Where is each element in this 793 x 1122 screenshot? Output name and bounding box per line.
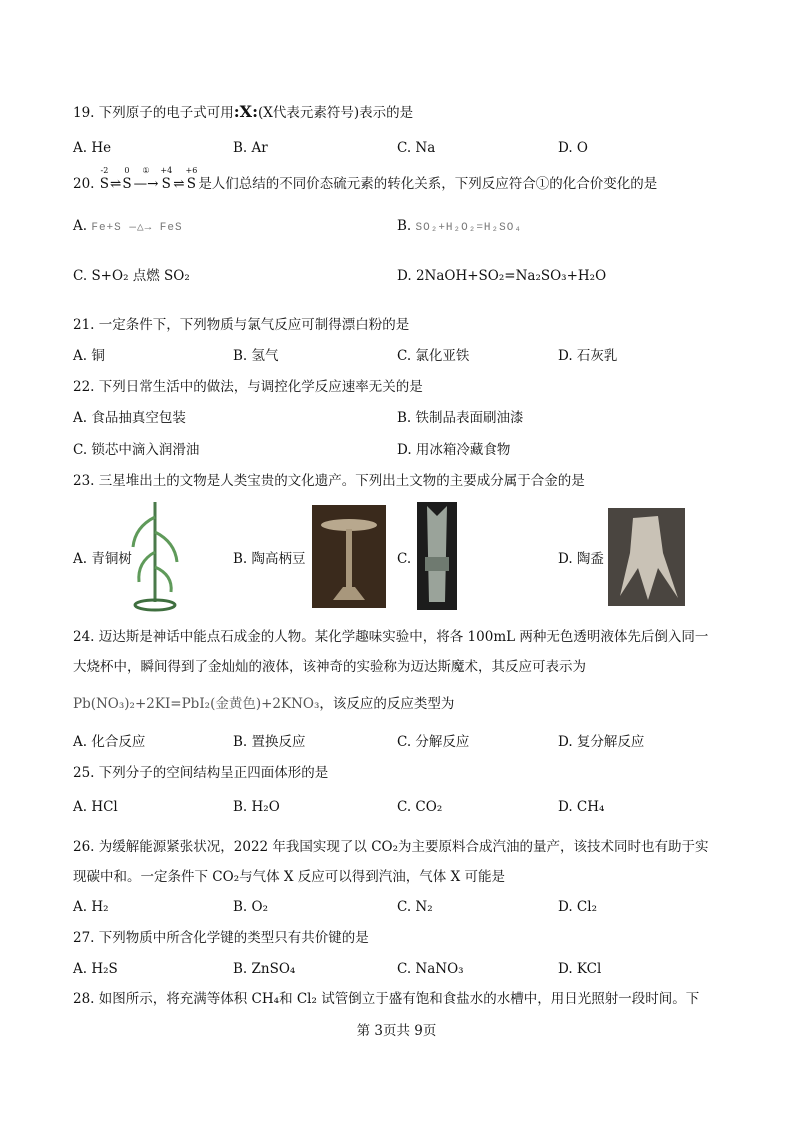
- q24-equation: Pb(NO₃)₂+2KI=PbI₂(金黄色)+2KNO₃: [73, 696, 320, 712]
- q26-option-a: A. H₂: [73, 899, 109, 915]
- q25-option-d: D. CH₄: [558, 799, 605, 815]
- q23-stem: 23. 三星堆出土的文物是人类宝贵的文化遗产。下列出土文物的主要成分属于合金的是: [73, 473, 585, 489]
- q27-option-c: C. NaNO₃: [397, 961, 464, 977]
- bronze-tree-image: [125, 497, 183, 613]
- q22-option-c: C. 锁芯中滴入润滑油: [73, 442, 200, 458]
- sulfur-valence-0: 0 S: [122, 166, 132, 192]
- q19-option-a: A. He: [73, 140, 112, 156]
- q27-option-b: B. ZnSO₄: [233, 961, 296, 977]
- q23-option-b: B. 陶高柄豆: [233, 551, 306, 567]
- q21-option-b: B. 氢气: [233, 348, 279, 364]
- q24-stem-line3: Pb(NO₃)₂+2KI=PbI₂(金黄色)+2KNO₃，该反应的反应类型为: [73, 696, 455, 712]
- q22-option-a: A. 食品抽真空包装: [73, 410, 186, 426]
- pottery-he-image: [608, 508, 685, 606]
- q23-option-d: D. 陶盉: [558, 551, 604, 567]
- q26-option-d: D. Cl₂: [558, 899, 597, 915]
- q26-stem-line1: 26. 为缓解能源紧张状况，2022 年我国实现了以 CO₂为主要原料合成汽油的量产，该技术同时也有助于实: [73, 839, 709, 855]
- q24-stem-line1: 24. 迈达斯是神话中能点石成金的人物。某化学趣味实验中，将各 100mL 两种无色透明液体先后倒入同一: [73, 629, 709, 645]
- q25-option-b: B. H₂O: [233, 799, 280, 815]
- q19-option-b: B. Ar: [233, 140, 268, 156]
- q21-option-c: C. 氯化亚铁: [397, 348, 470, 364]
- arrow-1: ① —→: [133, 166, 159, 192]
- q20-option-c: C. S+O₂ 点燃 SO₂: [73, 268, 190, 284]
- q25-option-a: A. HCl: [73, 799, 118, 815]
- q27-option-d: D. KCl: [558, 961, 602, 977]
- bronze-artifact-image: [417, 502, 457, 610]
- q28-stem: 28. 如图所示，将充满等体积 CH₄和 Cl₂ 试管倒立于盛有饱和食盐水的水槽中，用日光照射一段时间。下: [73, 991, 700, 1007]
- q24-option-a: A. 化合反应: [73, 734, 146, 750]
- q20-stem: 20. -2 S ⇌ 0 S ① —→ +4 S ⇌ +6 S 是人们总结的不同价态硫元素的转化关系，下列反应符合①的化合价变化的是: [73, 166, 658, 192]
- q23-option-c: C.: [397, 551, 412, 567]
- q24-option-b: B. 置换反应: [233, 734, 306, 750]
- q27-stem: 27. 下列物质中所含化学键的类型只有共价键的是: [73, 930, 369, 946]
- q26-stem-line2: 现碳中和。一定条件下 CO₂与气体 X 反应可以得到汽油，气体 X 可能是: [73, 869, 505, 885]
- page-footer: 第 3页共 9页: [356, 1023, 437, 1039]
- q25-option-c: C. CO₂: [397, 799, 443, 815]
- q22-option-b: B. 铁制品表面刷油漆: [397, 410, 524, 426]
- q27-option-a: A. H₂S: [73, 961, 118, 977]
- q20-option-a: A. Fe+S —△→ FeS: [73, 218, 183, 234]
- q25-stem: 25. 下列分子的空间结构呈正四面体形的是: [73, 765, 329, 781]
- q19-option-d: D. O: [558, 140, 588, 156]
- pottery-stem-dish-image: [312, 505, 386, 608]
- q20-option-b: B. SO₂+H₂O₂=H₂SO₄: [397, 218, 522, 234]
- q23-option-a: A. 青铜树: [73, 551, 132, 567]
- electron-dot-formula: :X:: [233, 102, 258, 121]
- q21-option-d: D. 石灰乳: [558, 348, 618, 364]
- sulfur-valence-4: +4 S: [160, 166, 173, 192]
- q21-option-a: A. 铜: [73, 348, 105, 364]
- q24-stem-line2: 大烧杯中，瞬间得到了金灿灿的液体，该神奇的实验称为迈达斯魔术，其反应可表示为: [73, 659, 586, 675]
- q21-stem: 21. 一定条件下，下列物质与氯气反应可制得漂白粉的是: [73, 317, 410, 333]
- q20-option-d: D. 2NaOH+SO₂=Na₂SO₃+H₂O: [397, 268, 607, 284]
- q19-stem: 19. 下列原子的电子式可用:X:(X代表元素符号)表示的是: [73, 102, 414, 121]
- q24-option-d: D. 复分解反应: [558, 734, 645, 750]
- q22-stem: 22. 下列日常生活中的做法，与调控化学反应速率无关的是: [73, 379, 423, 395]
- sulfur-valence--2: -2 S: [99, 166, 110, 192]
- sulfur-valence-6: +6 S: [185, 166, 198, 192]
- q26-option-b: B. O₂: [233, 899, 268, 915]
- q26-option-c: C. N₂: [397, 899, 433, 915]
- q19-option-c: C. Na: [397, 140, 436, 156]
- q24-option-c: C. 分解反应: [397, 734, 470, 750]
- q22-option-d: D. 用冰箱冷藏食物: [397, 442, 511, 458]
